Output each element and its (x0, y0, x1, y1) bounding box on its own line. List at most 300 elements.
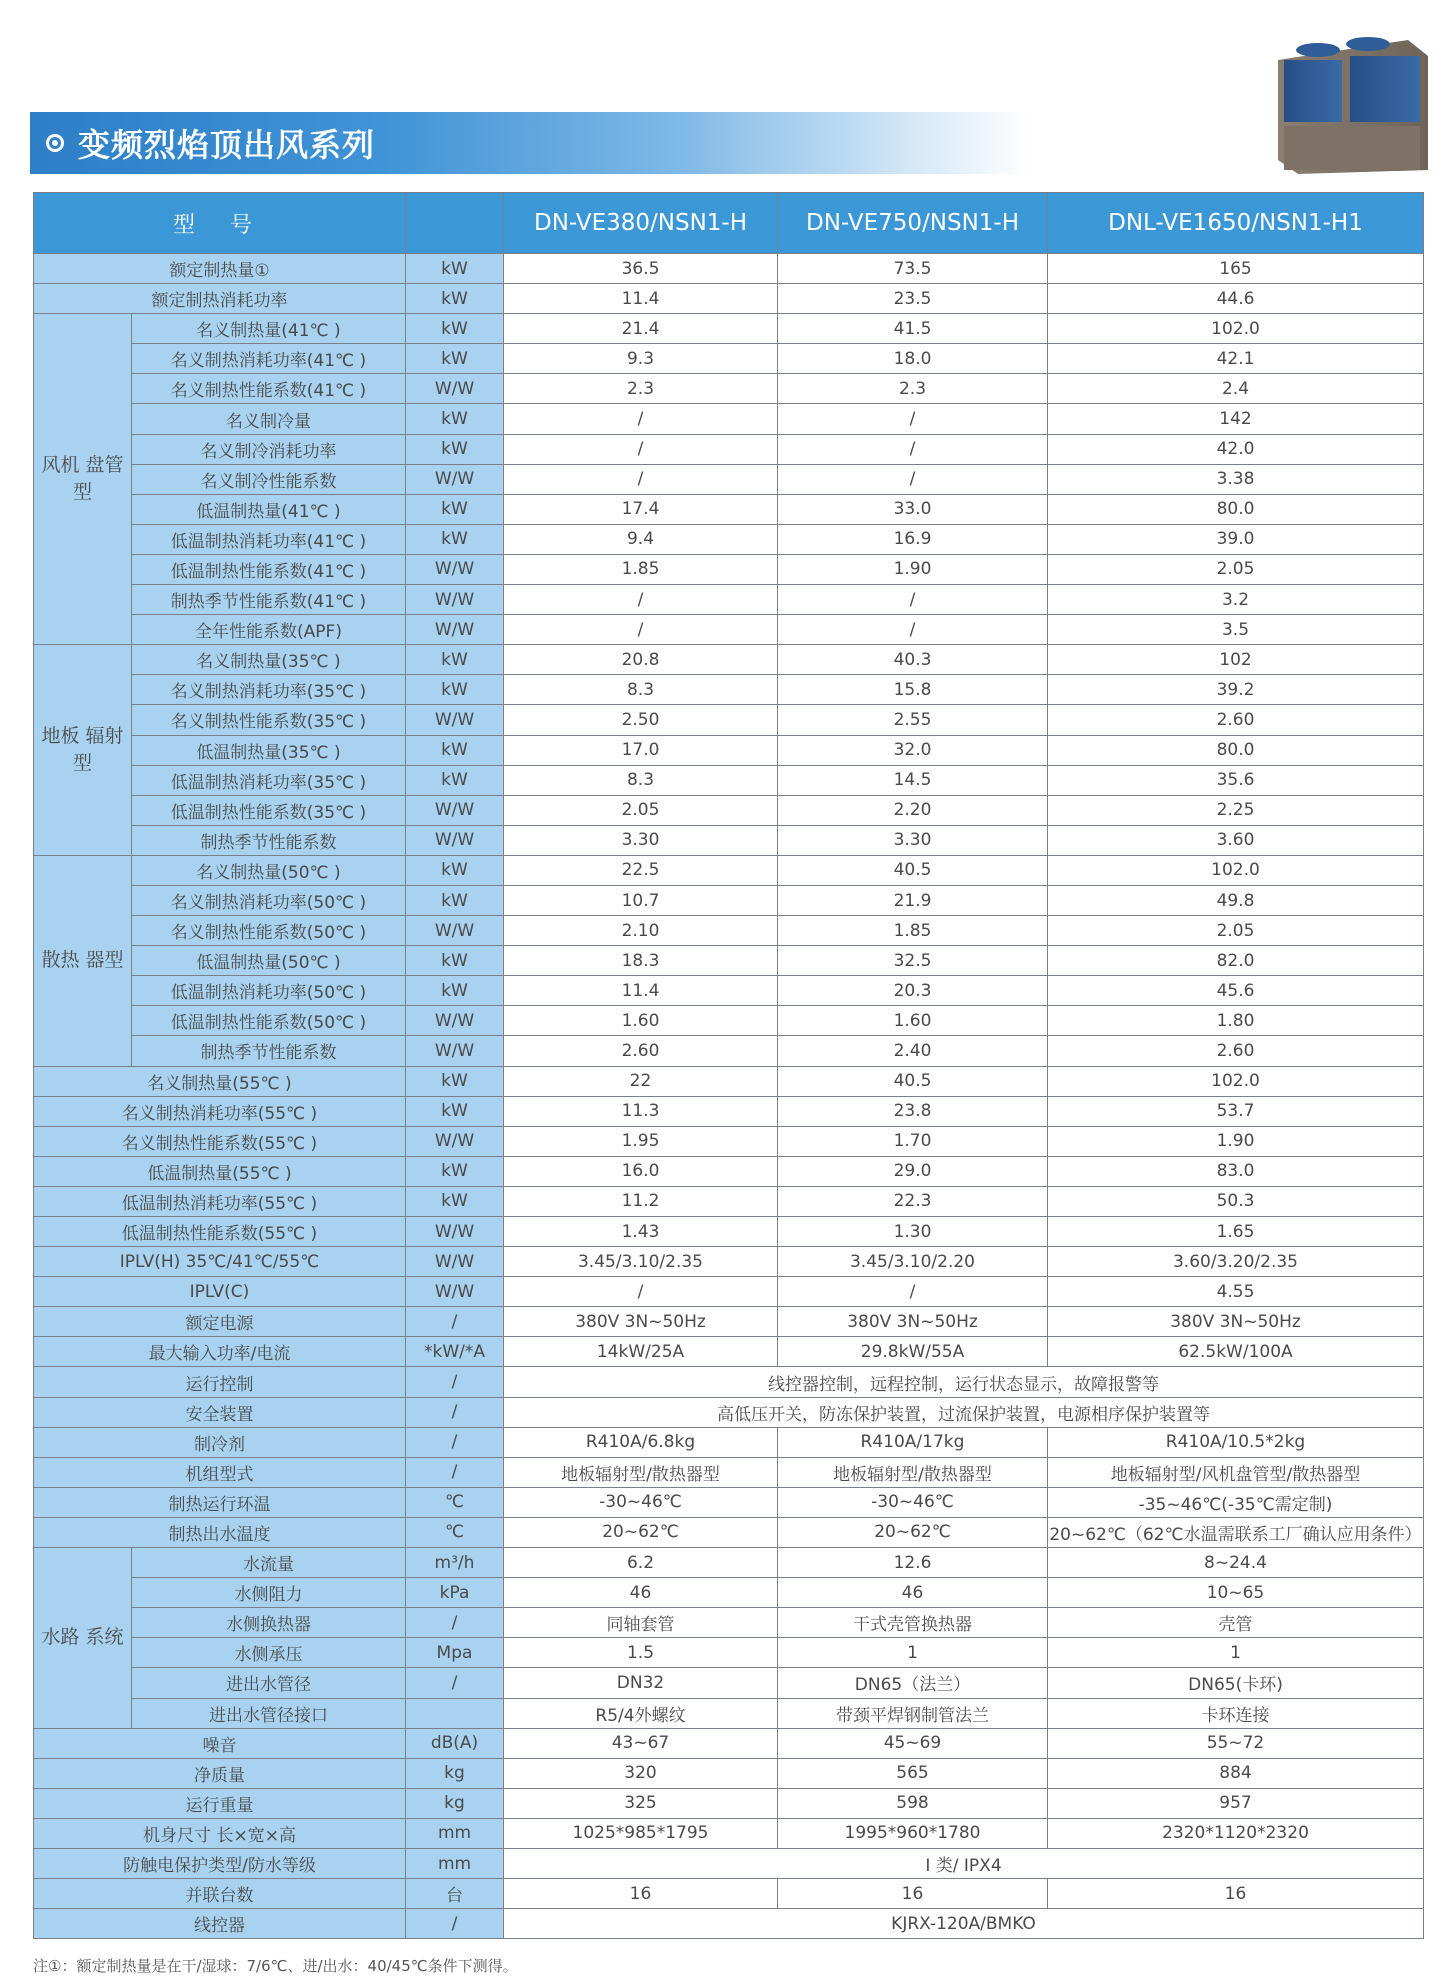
table-row (34, 1427, 1424, 1457)
row-value-1: 3.45/3.10/2.35 (504, 1247, 778, 1277)
row-value-1: 地板辐射型/散热器型 (504, 1457, 778, 1487)
row-unit: 台 (406, 1879, 504, 1909)
row-value-1: 10.7 (504, 885, 778, 915)
row-label: 名义制冷量 (132, 404, 406, 434)
row-value-1: 320 (504, 1758, 778, 1788)
row-value-3: 884 (1048, 1758, 1424, 1788)
row-value-2: 1.30 (778, 1217, 1048, 1247)
row-unit: W/W (406, 1247, 504, 1277)
row-label: 低温制热量(41℃ ) (132, 494, 406, 524)
row-value-merged: 高低压开关，防冻保护装置，过流保护装置，电源相序保护装置等 (504, 1397, 1424, 1427)
table-row (34, 1036, 1424, 1066)
row-value-3: 102.0 (1048, 314, 1424, 344)
row-value-1: 11.4 (504, 284, 778, 314)
row-value-merged: I 类/ IPX4 (504, 1848, 1424, 1878)
row-value-1: / (504, 434, 778, 464)
row-label: 低温制热量(50℃ ) (132, 946, 406, 976)
row-value-3: 2.05 (1048, 554, 1424, 584)
row-label: 制热季节性能系数 (132, 825, 406, 855)
row-label: 运行控制 (34, 1367, 406, 1397)
table-row (34, 1608, 1424, 1638)
row-label: 低温制热消耗功率(35℃ ) (132, 765, 406, 795)
row-value-3: 卡环连接 (1048, 1698, 1424, 1728)
row-unit: *kW/*A (406, 1337, 504, 1367)
row-value-3: 10~65 (1048, 1578, 1424, 1608)
row-label: 名义制热性能系数(55℃ ) (34, 1126, 406, 1156)
group-label: 风机 盘管型 (34, 314, 132, 645)
row-value-1: 11.3 (504, 1096, 778, 1126)
row-label: 低温制热消耗功率(41℃ ) (132, 524, 406, 554)
row-unit: W/W (406, 825, 504, 855)
model-column-2: DN-VE750/NSN1-H (778, 193, 1048, 254)
row-value-1: 46 (504, 1578, 778, 1608)
row-value-1: 11.4 (504, 976, 778, 1006)
row-unit: kW (406, 1096, 504, 1126)
row-value-2: 598 (778, 1788, 1048, 1818)
table-row (34, 1578, 1424, 1608)
row-value-2: 565 (778, 1758, 1048, 1788)
row-label: 净质量 (34, 1758, 406, 1788)
row-value-2: 干式壳管换热器 (778, 1608, 1048, 1638)
row-value-2: 29.8kW/55A (778, 1337, 1048, 1367)
row-label: 防触电保护类型/防水等级 (34, 1848, 406, 1878)
row-label: 名义制热性能系数(35℃ ) (132, 705, 406, 735)
row-value-2: 40.5 (778, 1066, 1048, 1096)
table-row (34, 1879, 1424, 1909)
row-value-1: 1025*985*1795 (504, 1818, 778, 1848)
row-value-2: 2.40 (778, 1036, 1048, 1066)
row-label: 制热运行环温 (34, 1487, 406, 1517)
row-unit: kW (406, 1066, 504, 1096)
row-value-1: 1.60 (504, 1006, 778, 1036)
row-value-2: 2.3 (778, 374, 1048, 404)
row-value-2: / (778, 585, 1048, 615)
row-value-3: 80.0 (1048, 735, 1424, 765)
row-value-2: 45~69 (778, 1728, 1048, 1758)
table-row (34, 1818, 1424, 1848)
row-value-2: 2.55 (778, 705, 1048, 735)
row-unit: / (406, 1307, 504, 1337)
row-value-2: 1995*960*1780 (778, 1818, 1048, 1848)
row-label: 名义制热消耗功率(41℃ ) (132, 344, 406, 374)
row-value-3: 3.2 (1048, 585, 1424, 615)
row-unit: kW (406, 524, 504, 554)
row-value-2: 46 (778, 1578, 1048, 1608)
row-label: 名义制冷消耗功率 (132, 434, 406, 464)
row-value-1: 2.05 (504, 795, 778, 825)
row-value-1: DN32 (504, 1668, 778, 1698)
row-label: 名义制热性能系数(41℃ ) (132, 374, 406, 404)
row-unit: W/W (406, 374, 504, 404)
row-value-2: 1.70 (778, 1126, 1048, 1156)
table-row (34, 1006, 1424, 1036)
row-value-2: 16.9 (778, 524, 1048, 554)
row-value-3: 39.0 (1048, 524, 1424, 554)
row-value-3: -35~46℃(-35℃需定制) (1048, 1487, 1424, 1517)
row-unit: kW (406, 254, 504, 284)
table-row (34, 374, 1424, 404)
row-label: 名义制热消耗功率(35℃ ) (132, 675, 406, 705)
product-image (1258, 30, 1434, 176)
table-row (34, 254, 1424, 284)
table-row (34, 675, 1424, 705)
row-value-2: 41.5 (778, 314, 1048, 344)
table-row (34, 615, 1424, 645)
row-value-1: 17.0 (504, 735, 778, 765)
table-row (34, 1638, 1424, 1668)
row-unit: kW (406, 765, 504, 795)
row-value-2: 33.0 (778, 494, 1048, 524)
row-value-2: 1.85 (778, 916, 1048, 946)
table-row (34, 825, 1424, 855)
group-label: 散热 器型 (34, 855, 132, 1066)
row-value-2: / (778, 434, 1048, 464)
row-value-1: 1.43 (504, 1217, 778, 1247)
row-unit: kW (406, 284, 504, 314)
row-label: 制冷剂 (34, 1427, 406, 1457)
row-value-1: 1.95 (504, 1126, 778, 1156)
row-value-3: 82.0 (1048, 946, 1424, 976)
row-value-2: 带颈平焊钢制管法兰 (778, 1698, 1048, 1728)
row-value-1: 18.3 (504, 946, 778, 976)
row-value-3: 55~72 (1048, 1728, 1424, 1758)
row-unit: kW (406, 645, 504, 675)
row-value-3: 2.60 (1048, 1036, 1424, 1066)
row-label: 名义制热量(35℃ ) (132, 645, 406, 675)
table-row (34, 946, 1424, 976)
table-row (34, 554, 1424, 584)
row-value-3: 3.60/3.20/2.35 (1048, 1247, 1424, 1277)
table-row (34, 1367, 1424, 1397)
row-unit: kW (406, 404, 504, 434)
row-label: 并联台数 (34, 1879, 406, 1909)
row-label: 水流量 (132, 1548, 406, 1578)
row-label: 低温制热性能系数(50℃ ) (132, 1006, 406, 1036)
row-value-2: -30~46℃ (778, 1487, 1048, 1517)
table-row (34, 1307, 1424, 1337)
row-value-2: 1 (778, 1638, 1048, 1668)
row-value-1: 36.5 (504, 254, 778, 284)
row-unit: dB(A) (406, 1728, 504, 1758)
table-row (34, 1247, 1424, 1277)
row-value-1: 1.5 (504, 1638, 778, 1668)
row-value-1: 9.3 (504, 344, 778, 374)
row-label: 低温制热性能系数(41℃ ) (132, 554, 406, 584)
row-value-2: DN65（法兰） (778, 1668, 1048, 1698)
row-label: 最大输入功率/电流 (34, 1337, 406, 1367)
series-banner (30, 112, 1030, 174)
row-value-2: / (778, 1277, 1048, 1307)
row-label: 额定电源 (34, 1307, 406, 1337)
row-value-1: 9.4 (504, 524, 778, 554)
row-label: 制热出水温度 (34, 1517, 406, 1547)
row-value-2: 2.20 (778, 795, 1048, 825)
row-unit: W/W (406, 1126, 504, 1156)
row-value-3: 16 (1048, 1879, 1424, 1909)
row-value-2: 40.5 (778, 855, 1048, 885)
row-label: 机组型式 (34, 1457, 406, 1487)
row-value-2: 40.3 (778, 645, 1048, 675)
table-row (34, 1758, 1424, 1788)
table-row (34, 344, 1424, 374)
row-value-1: 16.0 (504, 1156, 778, 1186)
table-row (34, 1217, 1424, 1247)
row-value-2: 73.5 (778, 254, 1048, 284)
row-label: 名义制热消耗功率(55℃ ) (34, 1096, 406, 1126)
table-row (34, 284, 1424, 314)
row-value-3: 2320*1120*2320 (1048, 1818, 1424, 1848)
group-label: 水路 系统 (34, 1548, 132, 1729)
row-label: 低温制热量(35℃ ) (132, 735, 406, 765)
model-header: 型 号 (34, 193, 406, 254)
row-unit: Mpa (406, 1638, 504, 1668)
row-value-3: 49.8 (1048, 885, 1424, 915)
row-unit: kW (406, 434, 504, 464)
table-row (34, 855, 1424, 885)
table-row (34, 1909, 1424, 1939)
table-row (34, 404, 1424, 434)
row-value-1: / (504, 464, 778, 494)
row-value-2: 32.0 (778, 735, 1048, 765)
table-row (34, 434, 1424, 464)
row-unit: kW (406, 946, 504, 976)
row-unit: W/W (406, 585, 504, 615)
row-label: 名义制热消耗功率(50℃ ) (132, 885, 406, 915)
row-value-3: 142 (1048, 404, 1424, 434)
row-label: 制热季节性能系数 (132, 1036, 406, 1066)
row-unit: ℃ (406, 1517, 504, 1547)
row-value-2: 22.3 (778, 1186, 1048, 1216)
row-unit: kW (406, 494, 504, 524)
row-label: 额定制热消耗功率 (34, 284, 406, 314)
row-value-3: 44.6 (1048, 284, 1424, 314)
row-value-3: 1.65 (1048, 1217, 1424, 1247)
row-value-3: 地板辐射型/风机盘管型/散热器型 (1048, 1457, 1424, 1487)
row-value-3: 2.4 (1048, 374, 1424, 404)
row-value-3: R410A/10.5*2kg (1048, 1427, 1424, 1457)
row-value-2: 12.6 (778, 1548, 1048, 1578)
row-unit (406, 1698, 504, 1728)
row-value-3: 1 (1048, 1638, 1424, 1668)
row-value-1: R410A/6.8kg (504, 1427, 778, 1457)
row-unit: kW (406, 885, 504, 915)
table-row (34, 976, 1424, 1006)
table-row (34, 705, 1424, 735)
table-row (34, 1096, 1424, 1126)
row-label: 名义制冷性能系数 (132, 464, 406, 494)
row-value-3: 53.7 (1048, 1096, 1424, 1126)
row-value-1: -30~46℃ (504, 1487, 778, 1517)
row-unit: kg (406, 1758, 504, 1788)
table-row (34, 1397, 1424, 1427)
row-value-3: 2.60 (1048, 705, 1424, 735)
row-unit: W/W (406, 705, 504, 735)
row-value-1: 8.3 (504, 675, 778, 705)
row-label: 进出水管径接口 (132, 1698, 406, 1728)
circle-bullet-icon (46, 134, 64, 152)
row-value-2: 21.9 (778, 885, 1048, 915)
row-value-1: R5/4外螺纹 (504, 1698, 778, 1728)
model-column-1: DN-VE380/NSN1-H (504, 193, 778, 254)
table-row (34, 585, 1424, 615)
row-value-1: 20~62℃ (504, 1517, 778, 1547)
row-value-1: 21.4 (504, 314, 778, 344)
row-value-2: 23.5 (778, 284, 1048, 314)
row-unit: W/W (406, 615, 504, 645)
row-unit: W/W (406, 1277, 504, 1307)
row-value-1: 16 (504, 1879, 778, 1909)
row-value-3: 3.5 (1048, 615, 1424, 645)
row-value-1: 同轴套管 (504, 1608, 778, 1638)
row-value-3: 2.05 (1048, 916, 1424, 946)
row-label: 名义制热量(55℃ ) (34, 1066, 406, 1096)
row-value-2: 16 (778, 1879, 1048, 1909)
table-row (34, 645, 1424, 675)
row-label: 线控器 (34, 1909, 406, 1939)
table-row (34, 795, 1424, 825)
row-value-2: R410A/17kg (778, 1427, 1048, 1457)
row-value-3: 50.3 (1048, 1186, 1424, 1216)
row-label: 低温制热消耗功率(55℃ ) (34, 1186, 406, 1216)
row-unit: W/W (406, 916, 504, 946)
table-row (34, 314, 1424, 344)
row-value-3: 102 (1048, 645, 1424, 675)
row-value-1: 43~67 (504, 1728, 778, 1758)
row-value-3: 957 (1048, 1788, 1424, 1818)
row-label: 机身尺寸 长×宽×高 (34, 1818, 406, 1848)
row-unit: kW (406, 855, 504, 885)
row-value-3: 42.1 (1048, 344, 1424, 374)
row-unit: m³/h (406, 1548, 504, 1578)
row-value-2: 380V 3N~50Hz (778, 1307, 1048, 1337)
row-value-2: 15.8 (778, 675, 1048, 705)
row-value-2: 29.0 (778, 1156, 1048, 1186)
row-unit: mm (406, 1848, 504, 1878)
row-value-3: 42.0 (1048, 434, 1424, 464)
row-value-3: 2.25 (1048, 795, 1424, 825)
row-label: 低温制热消耗功率(50℃ ) (132, 976, 406, 1006)
table-row (34, 1728, 1424, 1758)
row-label: 低温制热性能系数(35℃ ) (132, 795, 406, 825)
row-unit: ℃ (406, 1487, 504, 1517)
model-column-3: DNL-VE1650/NSN1-H1 (1048, 193, 1424, 254)
row-value-3: 1.90 (1048, 1126, 1424, 1156)
row-value-3: 62.5kW/100A (1048, 1337, 1424, 1367)
row-value-2: 1.90 (778, 554, 1048, 584)
row-value-2: 20.3 (778, 976, 1048, 1006)
table-row (34, 1186, 1424, 1216)
row-unit: / (406, 1397, 504, 1427)
row-value-2: 18.0 (778, 344, 1048, 374)
row-value-3: 83.0 (1048, 1156, 1424, 1186)
row-label: 水侧换热器 (132, 1608, 406, 1638)
row-label: 制热季节性能系数(41℃ ) (132, 585, 406, 615)
row-value-3: 20~62℃（62℃水温需联系工厂确认应用条件） (1048, 1517, 1424, 1547)
row-value-1: 380V 3N~50Hz (504, 1307, 778, 1337)
table-row (34, 1066, 1424, 1096)
row-value-3: 35.6 (1048, 765, 1424, 795)
row-value-1: 2.10 (504, 916, 778, 946)
row-unit: W/W (406, 1006, 504, 1036)
row-value-3: 102.0 (1048, 855, 1424, 885)
row-unit: W/W (406, 1217, 504, 1247)
table-row (34, 735, 1424, 765)
row-unit: / (406, 1367, 504, 1397)
row-label: 进出水管径 (132, 1668, 406, 1698)
table-row (34, 524, 1424, 554)
table-row (34, 1277, 1424, 1307)
row-value-1: 20.8 (504, 645, 778, 675)
table-row (34, 464, 1424, 494)
table-row (34, 1156, 1424, 1186)
row-value-1: / (504, 585, 778, 615)
row-value-3: 39.2 (1048, 675, 1424, 705)
table-row (34, 1698, 1424, 1728)
row-value-3: 8~24.4 (1048, 1548, 1424, 1578)
row-label: IPLV(C) (34, 1277, 406, 1307)
row-value-2: 14.5 (778, 765, 1048, 795)
series-title: 变频烈焰顶出风系列 (78, 126, 376, 164)
row-label: 低温制热性能系数(55℃ ) (34, 1217, 406, 1247)
row-label: 全年性能系数(APF) (132, 615, 406, 645)
row-value-3: DN65(卡环) (1048, 1668, 1424, 1698)
row-value-3: 102.0 (1048, 1066, 1424, 1096)
row-unit: kW (406, 344, 504, 374)
row-unit: W/W (406, 1036, 504, 1066)
row-value-3: 45.6 (1048, 976, 1424, 1006)
footnote: 注①：额定制热量是在干/湿球：7/6℃、进/出水：40/45℃条件下测得。 (33, 1957, 518, 1975)
row-value-2: / (778, 464, 1048, 494)
row-unit: W/W (406, 554, 504, 584)
row-value-2: 地板辐射型/散热器型 (778, 1457, 1048, 1487)
table-row (34, 1457, 1424, 1487)
row-value-3: 4.55 (1048, 1277, 1424, 1307)
row-value-3: 3.60 (1048, 825, 1424, 855)
row-value-1: 2.60 (504, 1036, 778, 1066)
row-value-1: 2.50 (504, 705, 778, 735)
row-unit: / (406, 1608, 504, 1638)
row-value-3: 1.80 (1048, 1006, 1424, 1036)
row-value-1: / (504, 1277, 778, 1307)
row-unit: kg (406, 1788, 504, 1818)
row-unit: kW (406, 735, 504, 765)
row-label: 名义制热性能系数(50℃ ) (132, 916, 406, 946)
row-value-1: 17.4 (504, 494, 778, 524)
row-value-3: 165 (1048, 254, 1424, 284)
row-value-2: 32.5 (778, 946, 1048, 976)
table-row (34, 1548, 1424, 1578)
row-unit: kW (406, 675, 504, 705)
row-unit: / (406, 1427, 504, 1457)
row-label: 额定制热量① (34, 254, 406, 284)
row-value-2: 1.60 (778, 1006, 1048, 1036)
row-value-2: / (778, 615, 1048, 645)
table-row (34, 1517, 1424, 1547)
row-label: 水侧承压 (132, 1638, 406, 1668)
table-row (34, 1487, 1424, 1517)
row-value-1: / (504, 404, 778, 434)
row-unit: W/W (406, 795, 504, 825)
row-label: 安全装置 (34, 1397, 406, 1427)
row-label: 名义制热量(41℃ ) (132, 314, 406, 344)
row-value-merged: 线控器控制，远程控制，运行状态显示，故障报警等 (504, 1367, 1424, 1397)
row-value-2: 23.8 (778, 1096, 1048, 1126)
row-unit: kW (406, 976, 504, 1006)
row-label: 噪音 (34, 1728, 406, 1758)
row-value-merged: KJRX-120A/BMKO (504, 1909, 1424, 1939)
row-label: 运行重量 (34, 1788, 406, 1818)
row-value-2: 3.45/3.10/2.20 (778, 1247, 1048, 1277)
